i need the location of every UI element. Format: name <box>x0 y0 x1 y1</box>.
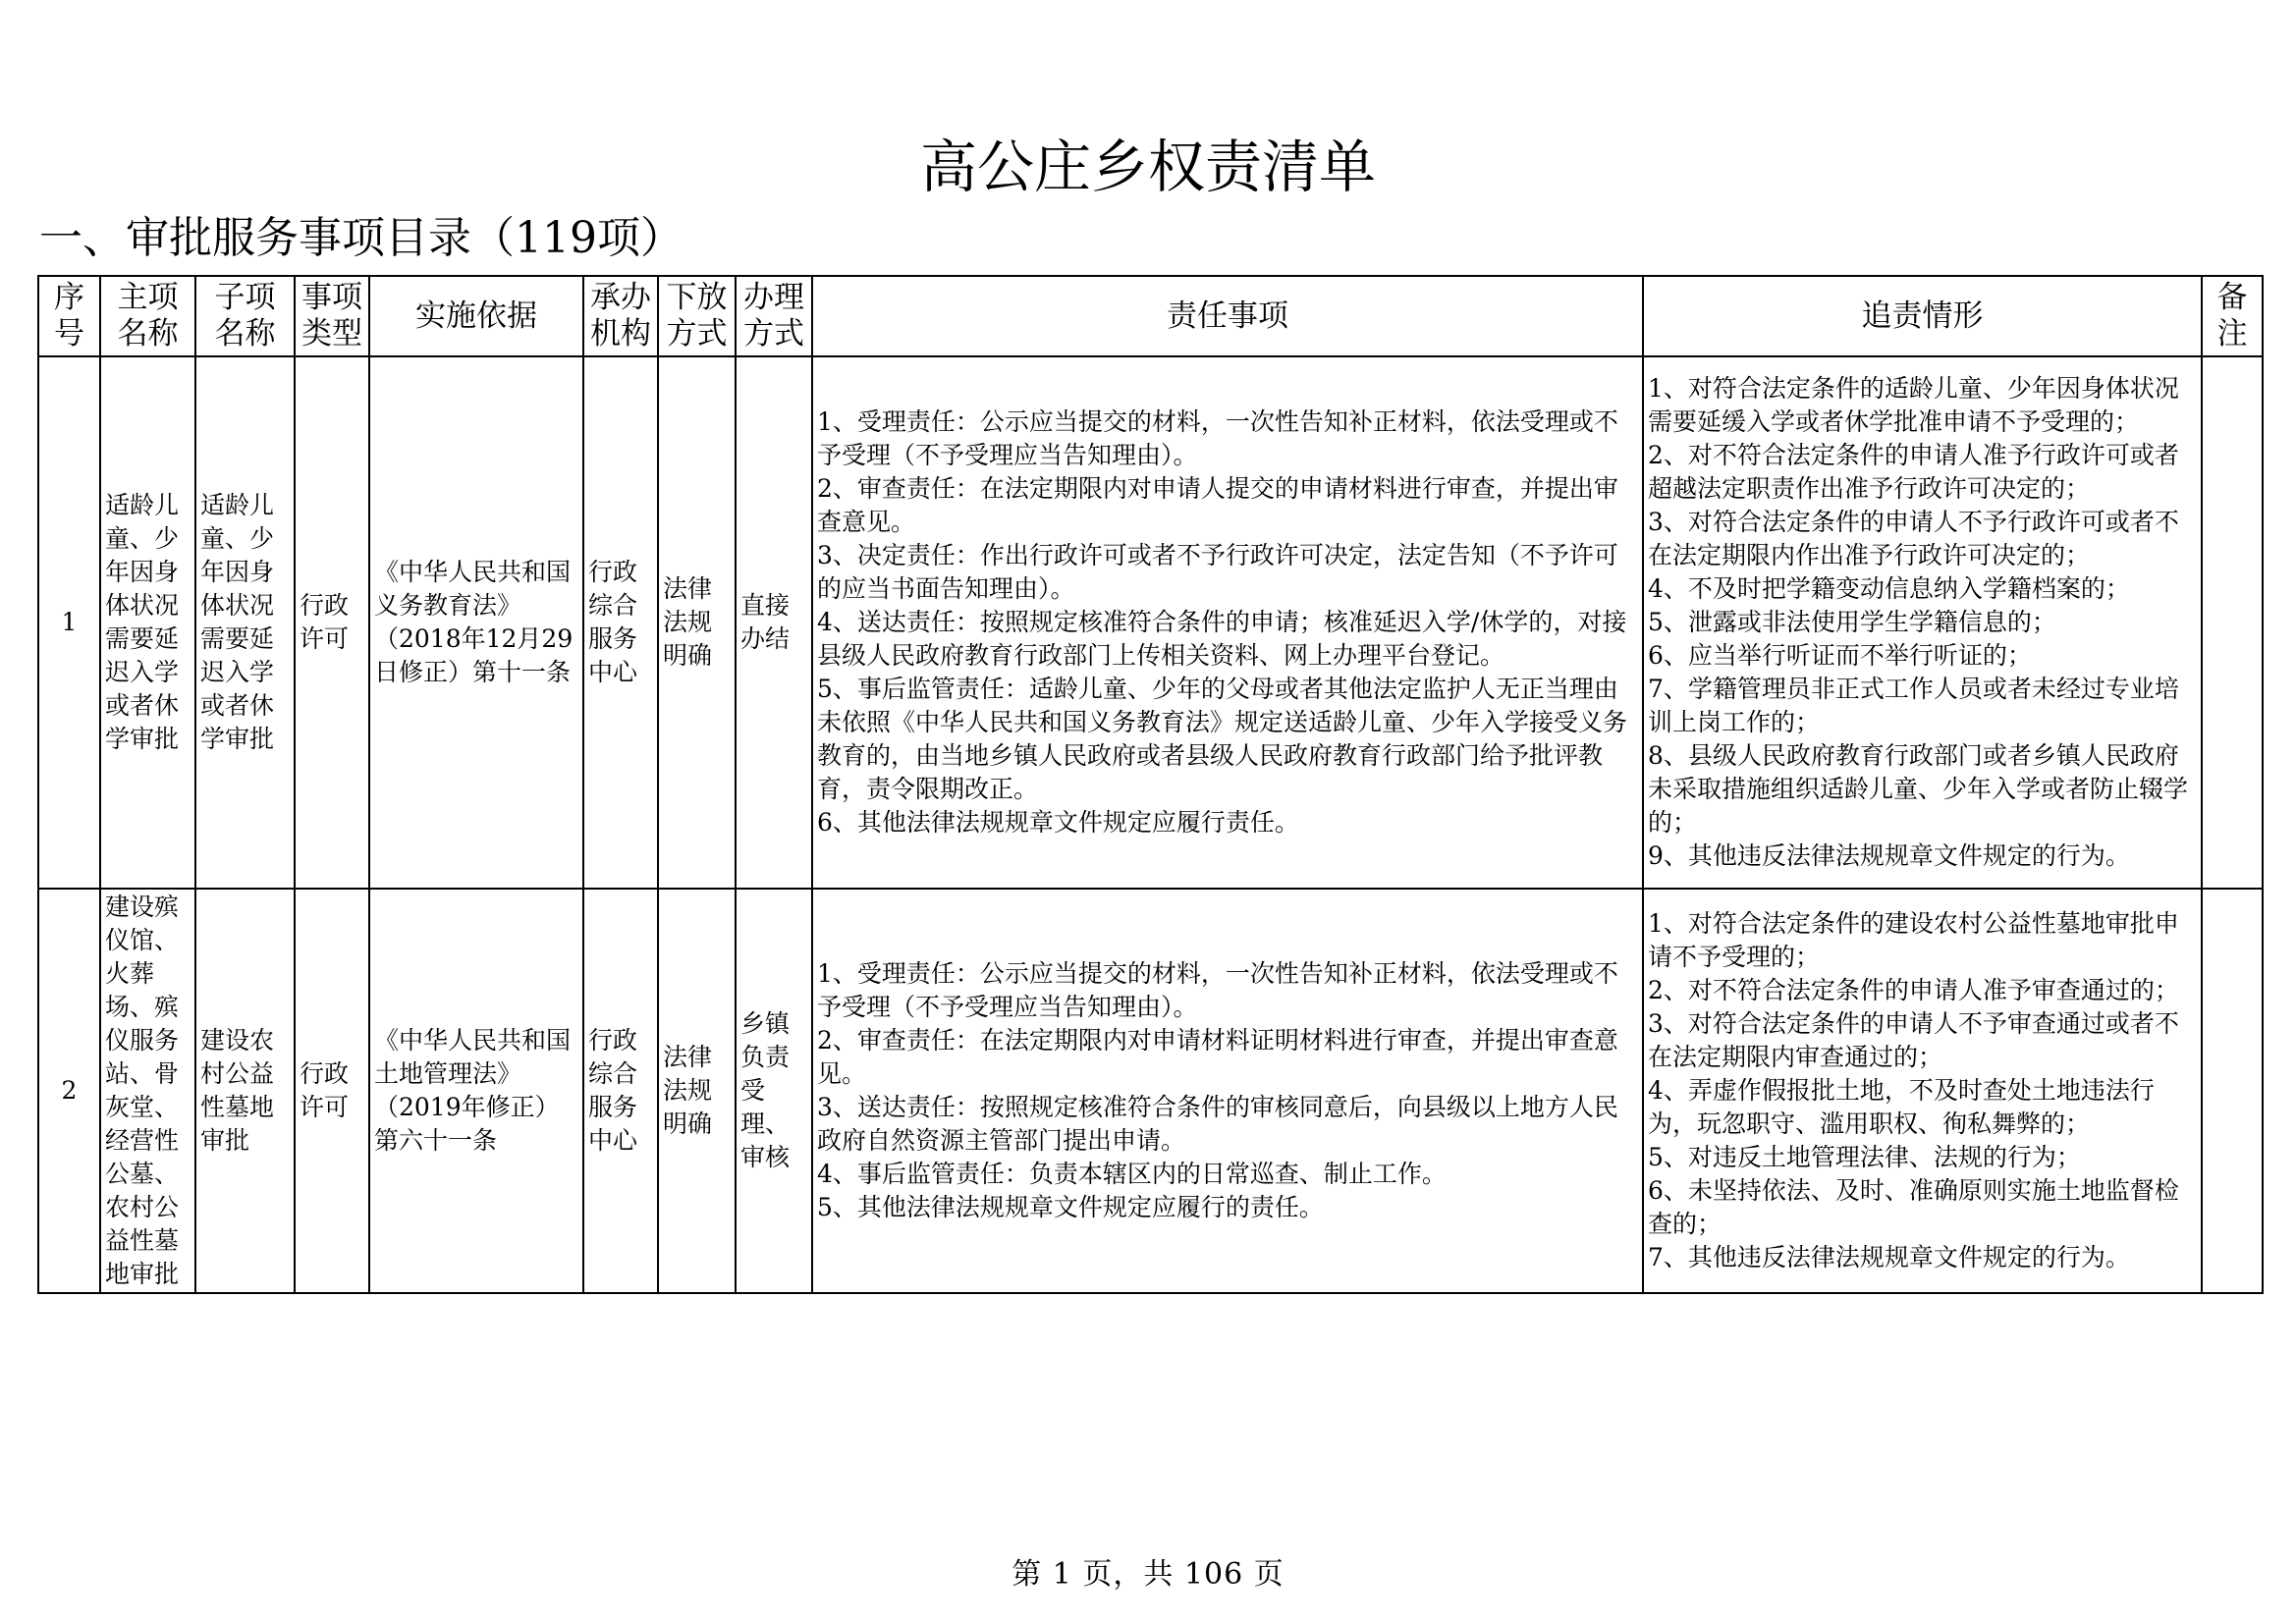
cell-seq: 2 <box>38 889 100 1293</box>
section-heading: 一、审批服务事项目录（119项） <box>39 213 683 263</box>
cell-duty: 1、受理责任：公示应当提交的材料，一次性告知补正材料，依法受理或不予受理（不予受理应当告知理由）。 2、审查责任：在法定期限内对申请材料证明材料进行审查，并提出审查意见。 3、送达责任：按照规定核准符合条件的审核同意后，向县级以上地方人民政府自然资源主管部门提出申请。 4、事后监管责任：负责本辖区内的日常巡查、制止工作。 5、其他法律法规规章文件规定应履行的责任。 <box>812 889 1643 1293</box>
header-delegation: 下放 方式 <box>658 276 736 356</box>
cell-delegation: 法律法规明确 <box>658 356 736 889</box>
page-footer: 第 1 页，共 106 页 <box>1011 1557 1285 1592</box>
header-agency: 承办 机构 <box>583 276 658 356</box>
cell-main-item: 建设殡仪馆、火葬场、殡仪服务站、骨灰堂、经营性公墓、农村公益性墓地审批 <box>100 889 195 1293</box>
cell-handling: 乡镇负责受理、审核 <box>736 889 812 1293</box>
header-remark: 备 注 <box>2202 276 2263 356</box>
cell-duty: 1、受理责任：公示应当提交的材料，一次性告知补正材料，依法受理或不予受理（不予受理应当告知理由）。 2、审查责任：在法定期限内对申请人提交的申请材料进行审查，并提出审查意见。 3、决定责任：作出行政许可或者不予行政许可决定，法定告知（不予许可的应当书面告知理由）。 4、送达责任：按照规定核准符合条件的申请；核准延迟入学/休学的，对接县级人民政府教育行政部门上传相关资料、网上办理平台登记。 5、事后监管责任：适龄儿童、少年的父母或者其他法定监护人无正当理由未依照《中华人民共和国义务教育法》规定送适龄儿童、少年入学接受义务教育的，由当地乡镇人民政府或者县级人民政府教育行政部门给予批评教育，责令限期改正。 6、其他法律法规规章文件规定应履行责任。 <box>812 356 1643 889</box>
cell-sub-item: 建设农村公益性墓地审批 <box>195 889 295 1293</box>
header-sub-item: 子项 名称 <box>195 276 295 356</box>
cell-item-type: 行政许可 <box>295 356 369 889</box>
cell-agency: 行政综合服务中心 <box>583 356 658 889</box>
cell-item-type: 行政许可 <box>295 889 369 1293</box>
header-seq: 序 号 <box>38 276 100 356</box>
table-header-row <box>38 276 2263 356</box>
cell-seq: 1 <box>38 356 100 889</box>
cell-accountability: 1、对符合法定条件的建设农村公益性墓地审批申请不予受理的； 2、对不符合法定条件的申请人准予审查通过的； 3、对符合法定条件的申请人不予审查通过或者不在法定期限内审查通过的； 4、弄虚作假报批土地，不及时查处土地违法行为，玩忽职守、滥用职权、徇私舞弊的； 5、对违反土地管理法律、法规的行为； 6、未坚持依法、及时、准确原则实施土地监督检查的； 7、其他违反法律法规规章文件规定的行为。 <box>1643 889 2202 1293</box>
table-row <box>38 889 2263 1293</box>
page-title: 高公庄乡权责清单 <box>919 134 1376 200</box>
cell-remark <box>2202 356 2263 889</box>
header-accountability: 追责情形 <box>1643 276 2202 356</box>
header-item-type: 事项 类型 <box>295 276 369 356</box>
cell-accountability: 1、对符合法定条件的适龄儿童、少年因身体状况需要延缓入学或者休学批准申请不予受理的； 2、对不符合法定条件的申请人准予行政许可或者超越法定职责作出准予行政许可决定的； 3、对符合法定条件的申请人不予行政许可或者不在法定期限内作出准予行政许可决定的； 4、不及时把学籍变动信息纳入学籍档案的； 5、泄露或非法使用学生学籍信息的； 6、应当举行听证而不举行听证的； 7、学籍管理员非正式工作人员或者未经过专业培训上岗工作的； 8、县级人民政府教育行政部门或者乡镇人民政府未采取措施组织适龄儿童、少年入学或者防止辍学的； 9、其他违反法律法规规章文件规定的行为。 <box>1643 356 2202 889</box>
responsibility-table <box>37 275 2264 1294</box>
cell-delegation: 法律法规明确 <box>658 889 736 1293</box>
header-handling: 办理 方式 <box>736 276 812 356</box>
cell-remark <box>2202 889 2263 1293</box>
cell-basis: 《中华人民共和国义务教育法》（2018年12月29日修正）第十一条 <box>369 356 583 889</box>
cell-basis: 《中华人民共和国土地管理法》（2019年修正）第六十一条 <box>369 889 583 1293</box>
header-basis: 实施依据 <box>369 276 583 356</box>
header-main-item: 主项 名称 <box>100 276 195 356</box>
cell-main-item: 适龄儿童、少年因身体状况需要延迟入学或者休学审批 <box>100 356 195 889</box>
cell-agency: 行政综合服务中心 <box>583 889 658 1293</box>
cell-sub-item: 适龄儿童、少年因身体状况需要延迟入学或者休学审批 <box>195 356 295 889</box>
table-row <box>38 356 2263 889</box>
cell-handling: 直接办结 <box>736 356 812 889</box>
header-duty: 责任事项 <box>812 276 1643 356</box>
